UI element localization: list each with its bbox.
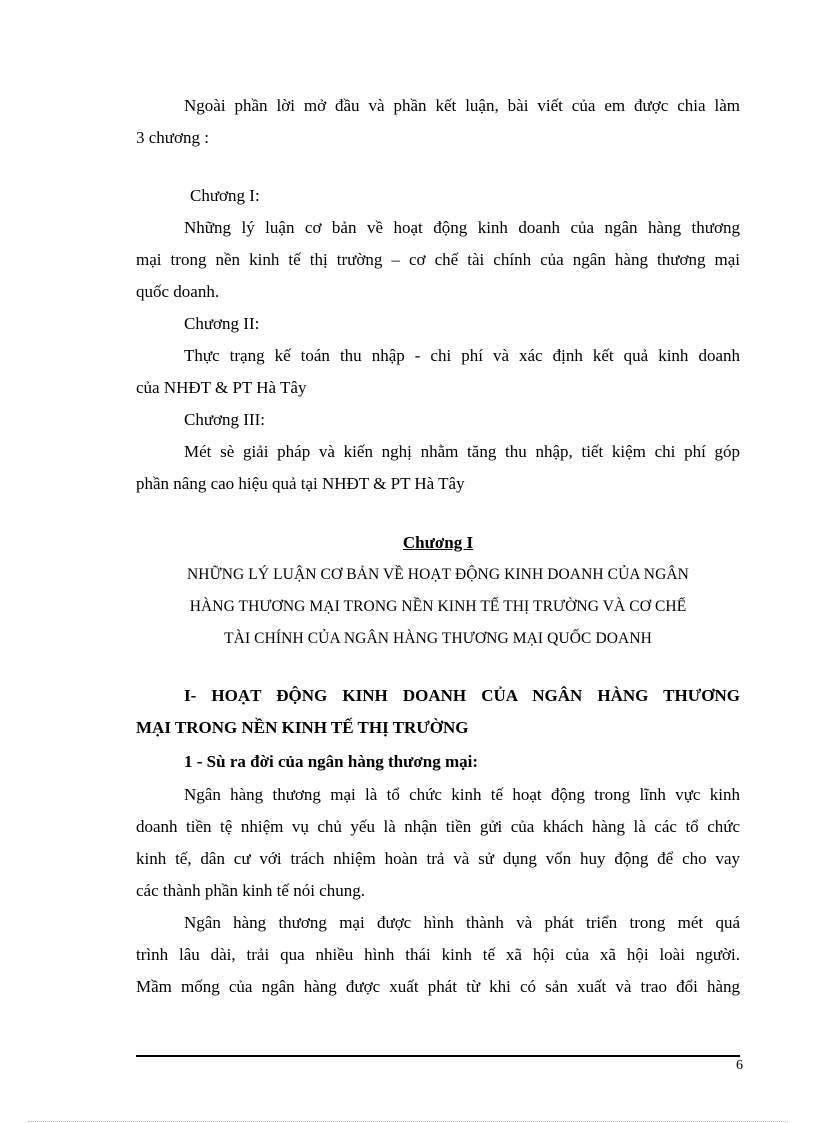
outline-chapter-2-line: của NHĐT & PT Hà Tây <box>136 378 307 397</box>
intro-line-2: 3 chương : <box>136 128 209 147</box>
body-paragraph-2-line: Mầm mống của ngân hàng được xuất phát từ khi có sản xuất và trao đổi hàng <box>136 977 740 996</box>
chapter-subtitle-line: HÀNG THƯƠNG MẠI TRONG NỀN KINH TẾ THỊ TRƯỜNG VÀ CƠ CHẾ <box>189 598 687 615</box>
chapter-subtitle-line: TÀI CHÍNH CỦA NGÂN HÀNG THƯƠNG MẠI QUỐC DOANH <box>224 630 652 647</box>
outline-chapter-1-heading: Chương I: <box>190 186 260 205</box>
outline-chapter-3-heading: Chương III: <box>184 410 265 429</box>
outline-chapter-3-line: Mét sè giải pháp và kiến nghị nhằm tăng thu nhập, tiết kiệm chi phí góp <box>184 442 740 461</box>
outline-chapter-1-line: Những lý luận cơ bản về hoạt động kinh doanh của ngân hàng thương <box>184 218 740 237</box>
chapter-subtitle-line: NHỮNG LÝ LUẬN CƠ BẢN VỀ HOẠT ĐỘNG KINH DOANH CỦA NGÂN <box>187 566 689 583</box>
outline-chapter-2-heading: Chương II: <box>184 314 260 333</box>
section-heading-line: MẠI TRONG NỀN KINH TẾ THỊ TRƯỜNG <box>136 718 469 737</box>
body-paragraph-1-line: doanh tiền tệ nhiệm vụ chủ yếu là nhận tiền gửi của khách hàng là các tổ chức <box>136 817 740 836</box>
subsection-heading: 1 - Sù ra đời của ngân hàng thương mại: <box>184 752 479 771</box>
outline-chapter-1-line: mại trong nền kinh tế thị trường – cơ chế tài chính của ngân hàng thương mại <box>136 250 740 269</box>
body-paragraph-1-line: kinh tế, dân cư với trách nhiệm hoàn trả và sử dụng vốn huy động để cho vay <box>136 849 740 868</box>
outline-chapter-2-line: Thực trạng kế toán thu nhập - chi phí và xác định kết quả kinh doanh <box>184 346 740 365</box>
page-bottom-border <box>28 1121 788 1122</box>
chapter-title: Chương I <box>402 533 474 552</box>
footer-rule <box>136 1055 740 1057</box>
outline-chapter-1-line: quốc doanh. <box>136 282 220 301</box>
page-number: 6 <box>736 1058 743 1073</box>
body-paragraph-1-line: Ngân hàng thương mại là tổ chức kinh tế hoạt động trong lĩnh vực kinh <box>184 785 740 804</box>
body-paragraph-2-line: Ngân hàng thương mại được hình thành và phát triển trong mét quá <box>184 913 740 932</box>
body-paragraph-2-line: trình lâu dài, trải qua nhiều hình thái kinh tế xã hội của xã hội loài người. <box>136 945 740 964</box>
intro-line-1: Ngoài phần lời mở đầu và phần kết luận, bài viết của em được chia làm <box>184 96 740 115</box>
body-paragraph-1-line: các thành phần kinh tế nói chung. <box>136 881 365 900</box>
section-heading-line: I- HOẠT ĐỘNG KINH DOANH CỦA NGÂN HÀNG THƯƠNG <box>184 686 740 705</box>
outline-chapter-3-line: phần nâng cao hiệu quả tại NHĐT & PT Hà Tây <box>136 474 465 493</box>
